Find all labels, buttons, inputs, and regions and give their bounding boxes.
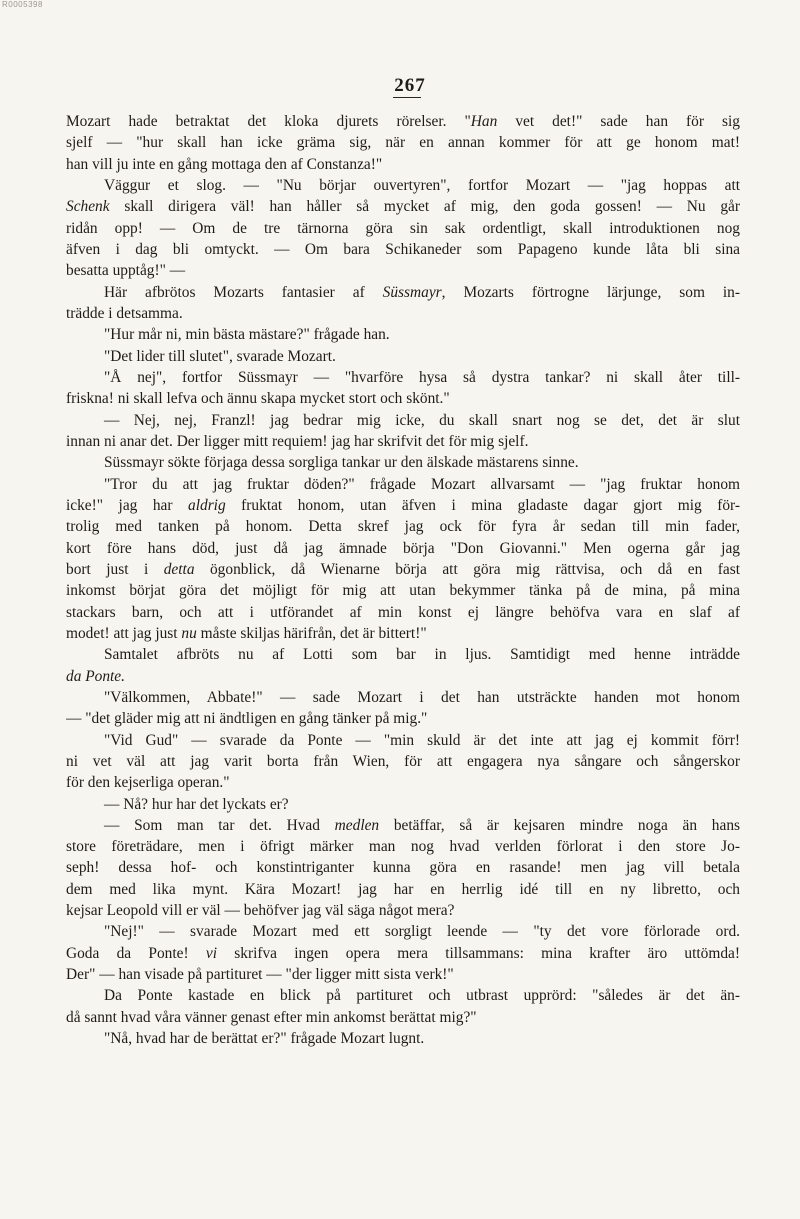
text-segment: vet det!" sade han för sig xyxy=(497,113,740,130)
text-segment: betäffar, så är kejsaren mindre noga än hans xyxy=(379,816,740,834)
italic-text: medlen xyxy=(334,816,380,834)
text-line xyxy=(66,495,740,516)
text-segment: äfven i dag bli omtyckt. — Om bara Schikaneder som Papageno kunde låta bli sina xyxy=(66,240,740,258)
text-segment: måste skiljas härifrån, det är bittert!" xyxy=(196,624,427,642)
text-segment: ni vet väl att jag varit borta från Wien, för att engagera nya sångare och sångerskor xyxy=(66,752,740,770)
text-segment: — Nå? hur har det lyckats er? xyxy=(104,795,289,813)
text-line xyxy=(66,282,740,303)
text-line xyxy=(66,260,740,281)
text-line xyxy=(66,666,740,687)
text-segment: Da Ponte kastade en blick på partituret och utbrast upprörd: "således är det än- xyxy=(104,987,740,1005)
text-segment: fruktat honom, utan äfven i mina gladaste dagar gjort mig för- xyxy=(225,496,740,514)
text-segment: trolig med tanken på honom. Detta skref jag ock för fyra år sedan till min fader, xyxy=(66,518,740,536)
text-segment: Goda da Ponte! xyxy=(66,944,206,962)
text-segment: ögonblick, då Wienarne börja att göra mig rättvisa, och då en fast xyxy=(194,560,740,578)
italic-text: detta xyxy=(163,560,195,578)
text-line xyxy=(66,410,740,431)
text-segment: Der" — han visade på partituret — "der ligger mitt sista verk!" xyxy=(66,966,454,984)
text-segment: — Nej, nej, Franzl! jag bedrar mig icke, du skall snart nog se det, det är slut xyxy=(104,411,740,429)
text-segment: Mozart hade betraktat det kloka djurets rörelser. " xyxy=(66,113,471,130)
text-segment: dem med lika mynt. Kära Mozart! jag har en herrlig idé till en ny libretto, och xyxy=(66,880,740,898)
text-segment: inkomst börjat göra det möjligt för mig att utan bekymmer tänka på de mina, på mina xyxy=(66,582,740,600)
italic-text: Süssmayr xyxy=(382,283,442,301)
text-segment: då sannt hvad våra vänner genast efter min ankomst berättat mig?" xyxy=(66,1008,477,1026)
text-line xyxy=(66,985,740,1006)
text-segment: Süssmayr sökte förjaga dessa sorgliga tankar ur den älskade mästarens sinne. xyxy=(104,454,579,472)
italic-text: da Ponte. xyxy=(66,667,125,685)
text-line xyxy=(66,964,740,985)
text-segment: — "det gläder mig att ni ändtligen en gång tänker på mig." xyxy=(66,710,428,728)
text-line xyxy=(66,196,740,217)
text-line xyxy=(66,388,740,409)
text-line xyxy=(66,154,740,175)
text-segment: — Som man tar det. Hvad xyxy=(104,816,335,834)
page-number-underline xyxy=(393,97,421,98)
text-segment: "Välkommen, Abbate!" — sade Mozart i det han utsträckte handen mot honom xyxy=(104,688,740,706)
text-line xyxy=(66,1007,740,1028)
text-line xyxy=(66,836,740,857)
text-line xyxy=(66,602,740,623)
text-segment: innan ni anar det. Der ligger mitt requiem! jag har skrifvit det för mig sjelf. xyxy=(66,432,529,450)
text-line xyxy=(66,772,740,793)
text-segment: Väggur et slog. — "Nu börjar ouvertyren", fortfor Mozart — "jag hoppas att xyxy=(104,176,740,194)
text-line xyxy=(66,623,740,644)
text-line xyxy=(66,452,740,473)
text-segment: store företrädare, men i öfrigt märker man nog hvad verlden förlorat i den store Jo- xyxy=(66,838,740,856)
text-line xyxy=(66,879,740,900)
text-segment: bort just i xyxy=(66,560,164,578)
text-segment: skall dirigera väl! han håller så mycket af mig, den goda gossen! — Nu går xyxy=(109,198,740,216)
text-segment: besatta upptåg!" — xyxy=(66,262,186,280)
text-line xyxy=(66,175,740,196)
body-text xyxy=(66,111,740,1049)
italic-text: vi xyxy=(205,944,217,962)
text-segment: kejsar Leopold vill er väl — behöfver jag väl säga något mera? xyxy=(66,902,455,920)
text-line xyxy=(66,900,740,921)
text-line xyxy=(66,580,740,601)
page-number: 267 xyxy=(394,75,426,96)
text-segment: "Nej!" — svarade Mozart med ett sorgligt leende — "ty det vore förlorade ord. xyxy=(104,923,740,941)
text-segment: Här afbrötos Mozarts fantasier af xyxy=(104,283,383,301)
text-line xyxy=(66,111,740,132)
text-segment: modet! att jag just xyxy=(66,624,182,642)
text-segment: ridån opp! — Om de tre tärnorna göra sin sak ordentligt, skall introduktionen nog xyxy=(66,219,740,237)
text-line xyxy=(66,538,740,559)
text-line xyxy=(66,559,740,580)
text-segment: seph! dessa hof- och konstintriganter kunna göra en rasande! men jag vill betala xyxy=(66,859,740,877)
text-line xyxy=(66,239,740,260)
text-line xyxy=(66,751,740,772)
text-line xyxy=(66,218,740,239)
text-segment: kort före hans död, just då jag ämnade börja "Don Giovanni." Men ogerna går jag xyxy=(66,539,740,557)
text-segment: "Hur mår ni, min bästa mästare?" frågade han. xyxy=(104,326,390,344)
text-line xyxy=(66,687,740,708)
text-line xyxy=(66,303,740,324)
text-segment: "Vid Gud" — svarade da Ponte — "min skuld är det inte att jag ej kommit förr! xyxy=(104,731,740,749)
text-line xyxy=(66,431,740,452)
text-segment: "Det lider till slutet", svarade Mozart. xyxy=(104,347,336,365)
text-segment: trädde i detsamma. xyxy=(66,304,183,322)
text-line xyxy=(66,1028,740,1049)
text-segment: "Å nej", fortfor Süssmayr — "hvarföre hysa så dystra tankar? ni skall åter till- xyxy=(104,368,740,386)
text-line xyxy=(66,474,740,495)
text-line xyxy=(66,367,740,388)
text-line xyxy=(66,346,740,367)
italic-text: Schenk xyxy=(66,198,110,216)
text-line xyxy=(66,730,740,751)
text-segment: icke!" jag har xyxy=(66,496,189,514)
text-line xyxy=(66,324,740,345)
text-line xyxy=(66,857,740,878)
text-segment: sjelf — "hur skall han icke gräma sig, när en annan kommer för att ge honom mat! xyxy=(66,134,740,152)
text-segment: stackars barn, och att i utförandet af min konst ej längre behöfva vara en slaf af xyxy=(66,603,740,621)
text-segment: Samtalet afbröts nu af Lotti som bar in ljus. Samtidigt med henne inträdde xyxy=(104,646,740,664)
text-line xyxy=(66,794,740,815)
text-segment: friskna! ni skall lefva och ännu skapa mycket stort och skönt." xyxy=(66,390,450,408)
scan-id-label: R0005398 xyxy=(2,0,43,9)
italic-text: nu xyxy=(181,624,197,642)
text-line xyxy=(66,516,740,537)
text-segment: skrifva ingen opera mera tillsammans: mina krafter äro uttömda! xyxy=(216,944,740,962)
text-line xyxy=(66,921,740,942)
text-line xyxy=(66,708,740,729)
italic-text: aldrig xyxy=(188,496,226,514)
text-segment: "Tror du att jag fruktar döden?" frågade Mozart allvarsamt — "jag fruktar honom xyxy=(104,475,740,493)
text-line xyxy=(66,132,740,153)
text-segment: , Mozarts förtrogne lärjunge, som in- xyxy=(441,283,740,301)
text-line xyxy=(66,815,740,836)
text-line xyxy=(66,943,740,964)
text-segment: för den kejserliga operan." xyxy=(66,774,230,792)
italic-text: Han xyxy=(470,113,498,130)
text-line xyxy=(66,644,740,665)
text-segment: "Nå, hvad har de berättat er?" frågade Mozart lugnt. xyxy=(104,1030,425,1048)
text-segment: han vill ju inte en gång mottaga den af Constanza!" xyxy=(66,155,383,173)
